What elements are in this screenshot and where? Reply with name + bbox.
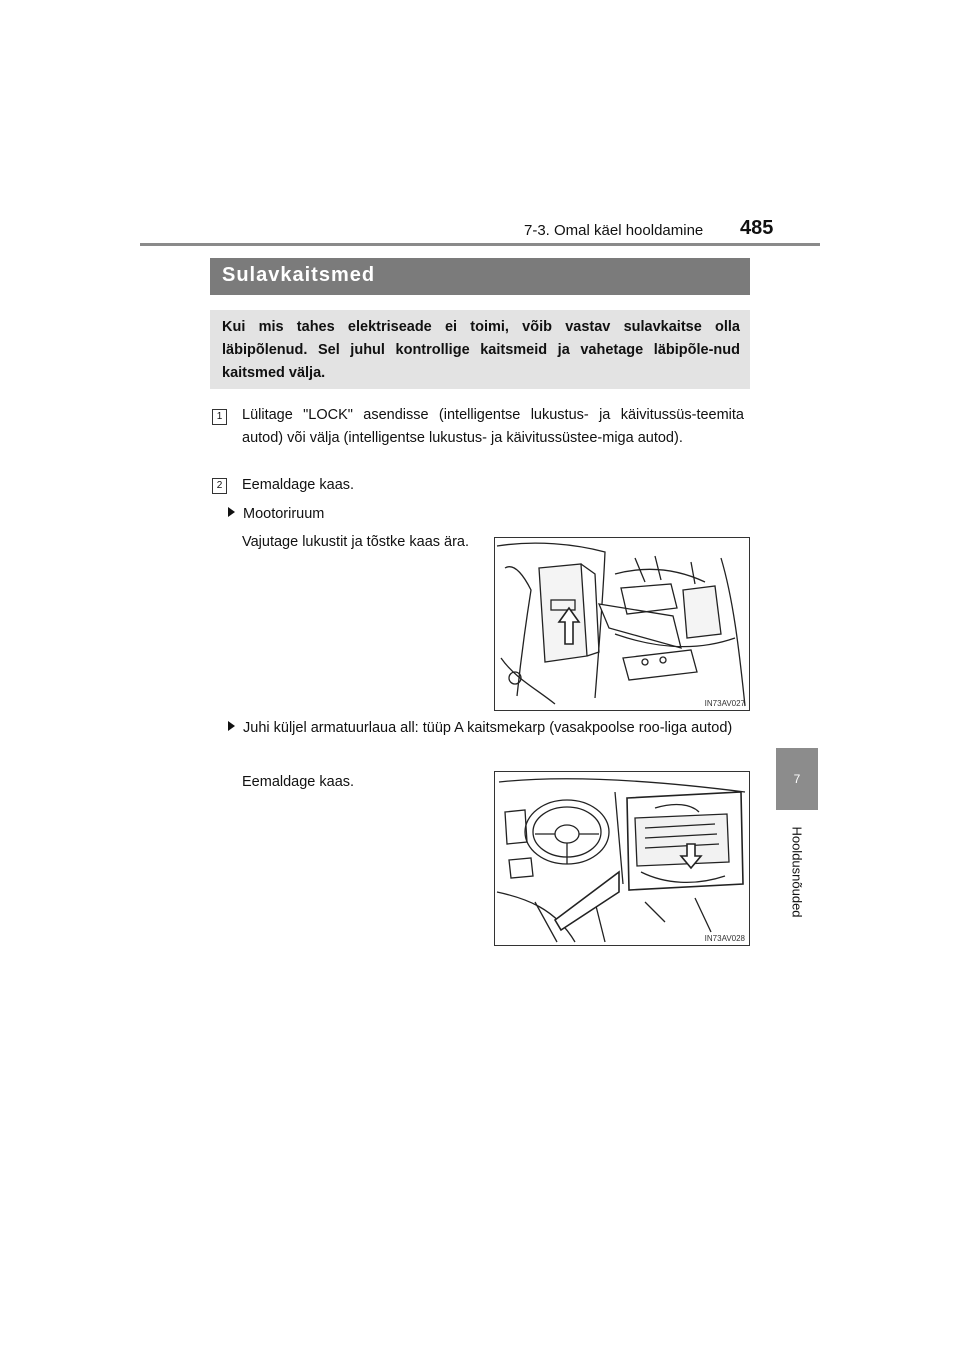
chapter-number: 7	[793, 772, 801, 786]
header-rule	[140, 243, 820, 246]
arrow-right-icon	[228, 507, 235, 517]
subsection-heading-label: Mootoriruum	[243, 506, 325, 522]
subsection-instruction-driver: Eemaldage kaas.	[242, 774, 355, 790]
chapter-tab[interactable]	[776, 748, 818, 810]
engine-compartment-illustration	[495, 538, 749, 710]
chapter-title	[776, 812, 818, 932]
section-title: Sulavkaitsmed	[222, 264, 376, 286]
step-text-2: Eemaldage kaas.	[242, 477, 355, 493]
step-text-1: Lülitage "LOCK" asendisse (intelligentse lukustus- ja käivitussüs-teemita autod) või välja (intelligentse lukustus- ja käivitussüstee-miga autod).	[242, 407, 744, 446]
page-number: 485	[740, 217, 774, 239]
subsection-instruction-engine: Vajutage lukustit ja tõstke kaas ära.	[242, 534, 470, 550]
header-section-title: 7-3. Omal käel hooldamine	[524, 222, 704, 239]
driver-dashboard-illustration	[495, 772, 749, 945]
subsection-heading-engine	[228, 503, 488, 526]
figure-code-driver: IN73AV028	[704, 934, 745, 943]
step-number-2: 2	[212, 478, 227, 494]
subsection-heading-label: Juhi küljel armatuurlaua all: tüüp A kaitsmekarp (vasakpoolse roo-liga autod)	[243, 720, 733, 736]
subsection-heading-driver	[228, 717, 748, 740]
chapter-title-label: Hooldusnõuded	[789, 826, 805, 918]
arrow-right-icon	[228, 721, 235, 731]
figure-code-engine: IN73AV027	[704, 699, 745, 708]
figure-engine-fuse-box	[494, 537, 750, 711]
intro-text: Kui mis tahes elektriseade ei toimi, võib vastav sulavkaitse olla läbipõlenud. Sel juhul kontrollige kaitsmeid ja vahetage läbipõle-nud kaitsmed välja.	[222, 319, 740, 381]
step-number-1: 1	[212, 409, 227, 425]
figure-driver-fuse-box	[494, 771, 750, 946]
